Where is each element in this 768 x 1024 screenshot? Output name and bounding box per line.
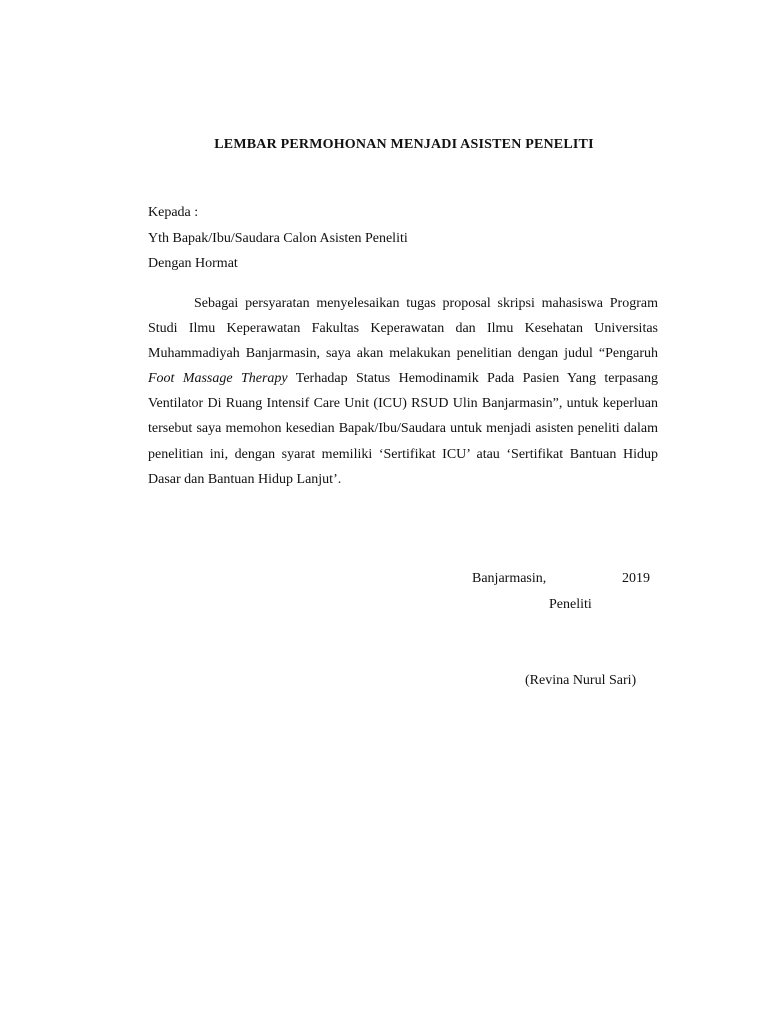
body-text-italic-title: Foot Massage Therapy — [148, 371, 288, 387]
signature-role: Peneliti — [549, 597, 592, 612]
recipient-line: Yth Bapak/Ibu/Saudara Calon Asisten Peneliti — [148, 230, 408, 246]
signature-name: (Revina Nurul Sari) — [525, 673, 637, 688]
salutation-block — [148, 200, 408, 277]
signature-place-date — [472, 571, 650, 587]
greeting-line: Dengan Hormat — [148, 256, 238, 271]
body-text-part1: Sebagai persyaratan menyelesaikan tugas proposal skripsi mahasiswa Program Studi Ilmu Keperawatan Fakultas Keperawatan dan Ilmu Kesehatan Universitas Muhammadiyah Banjarmasin, saya akan melakukan penelitian dengan judul “Pengaruh — [148, 296, 658, 362]
body-paragraph — [148, 291, 658, 492]
to-label: Kepada : — [148, 205, 199, 220]
signature-place: Banjarmasin, — [472, 571, 547, 586]
document-title: LEMBAR PERMOHONAN MENJADI ASISTEN PENELITI — [214, 137, 594, 152]
body-text-part2: Terhadap Status Hemodinamik Pada Pasien Yang terpasang Ventilator Di Ruang Intensif Care Unit (ICU) RSUD Ulin Banjarmasin”, untuk keperluan tersebut saya memohon kesedian Bapak/Ibu/Saudara untuk menjadi asisten peneliti dalam penelitian ini, dengan syarat memiliki ‘Sertifikat ICU’ atau ‘Sertifikat Bantuan Hidup Dasar dan Bantuan Hidup Lanjut’. — [148, 371, 658, 487]
signature-year: 2019 — [622, 571, 650, 586]
